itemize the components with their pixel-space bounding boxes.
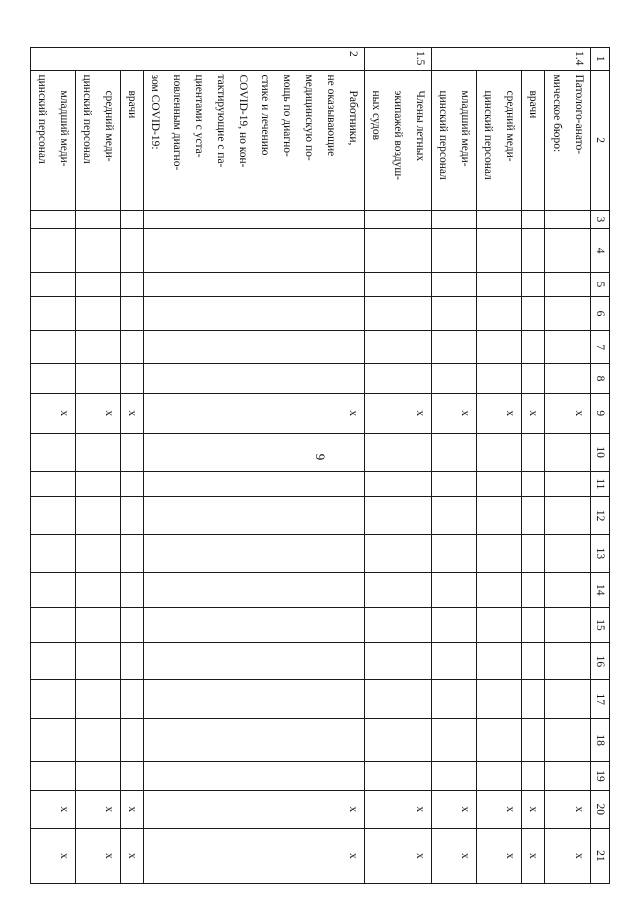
mark-cell: x bbox=[121, 393, 144, 433]
table-row-1-4-junior-staff bbox=[432, 48, 477, 884]
mark-cell: x bbox=[477, 790, 522, 828]
row-description: врачи bbox=[522, 70, 545, 210]
header-cell: 15 bbox=[591, 607, 610, 643]
header-cell: 8 bbox=[591, 364, 610, 394]
row-description: Работники, не оказывающие медицинскую по- мощь по диагно- стике и лечению COVID-19, но кон- тактирующие с па- циентами с уста- новленным диагно- зом COVID-19: bbox=[144, 70, 365, 210]
table-row-2 bbox=[144, 48, 365, 884]
requirements-table bbox=[30, 47, 610, 884]
table-row-1-5 bbox=[365, 48, 432, 884]
table-row-1-4-mid-staff bbox=[477, 48, 522, 884]
mark-cell: x bbox=[144, 790, 365, 828]
row-description: средний меди- цинский персонал bbox=[477, 70, 522, 210]
header-cell: 13 bbox=[591, 535, 610, 573]
mark-cell: x bbox=[31, 828, 76, 883]
mark-cell: x bbox=[545, 828, 591, 883]
header-cell: 3 bbox=[591, 210, 610, 228]
mark-cell: x bbox=[545, 790, 591, 828]
row-description: Члены летных экипажей воздуш- ных судов bbox=[365, 70, 432, 210]
mark-cell: x bbox=[121, 828, 144, 883]
header-cell: 20 bbox=[591, 790, 610, 828]
header-row bbox=[591, 48, 610, 884]
mark-cell: x bbox=[545, 393, 591, 433]
mark-cell: x bbox=[76, 828, 121, 883]
header-cell: 19 bbox=[591, 762, 610, 791]
row-number: 1.4 bbox=[432, 48, 591, 71]
mark-cell: x bbox=[76, 790, 121, 828]
row-description: младший меди- цинский персонал bbox=[432, 70, 477, 210]
header-cell: 17 bbox=[591, 680, 610, 719]
requirements-table-rotated bbox=[36, 47, 610, 884]
header-cell: 7 bbox=[591, 331, 610, 364]
mark-cell: x bbox=[31, 393, 76, 433]
header-cell: 2 bbox=[591, 70, 610, 210]
header-cell: 12 bbox=[591, 497, 610, 535]
header-cell: 4 bbox=[591, 229, 610, 273]
mark-cell: x bbox=[522, 828, 545, 883]
header-cell: 14 bbox=[591, 572, 610, 607]
header-cell: 18 bbox=[591, 719, 610, 762]
mark-cell: x bbox=[121, 790, 144, 828]
mark-cell: x bbox=[365, 393, 432, 433]
mark-cell: x bbox=[144, 828, 365, 883]
mark-cell: x bbox=[144, 393, 365, 433]
mark-cell: x bbox=[477, 393, 522, 433]
mark-cell: x bbox=[522, 393, 545, 433]
header-cell: 1 bbox=[591, 48, 610, 71]
mark-cell: x bbox=[432, 828, 477, 883]
mark-cell: x bbox=[365, 828, 432, 883]
header-cell: 21 bbox=[591, 828, 610, 883]
mark-cell: x bbox=[31, 790, 76, 828]
mark-cell: x bbox=[432, 790, 477, 828]
mark-cell: x bbox=[76, 393, 121, 433]
table-row-2-mid-staff bbox=[76, 48, 121, 884]
mark-cell: x bbox=[365, 790, 432, 828]
table-row-1-4-doctors bbox=[522, 48, 545, 884]
header-cell: 16 bbox=[591, 643, 610, 680]
row-number: 2 bbox=[31, 48, 365, 71]
table-row-2-junior-staff bbox=[31, 48, 76, 884]
page-number: 9 bbox=[313, 453, 328, 461]
row-description: врачи bbox=[121, 70, 144, 210]
table-row-1-4 bbox=[545, 48, 591, 884]
row-description: Патолого-анато- мическое бюро: bbox=[545, 70, 591, 210]
mark-cell: x bbox=[477, 828, 522, 883]
header-cell: 6 bbox=[591, 296, 610, 331]
mark-cell: x bbox=[432, 393, 477, 433]
row-description: младший меди- цинский персонал bbox=[31, 70, 76, 210]
header-cell: 10 bbox=[591, 433, 610, 471]
mark-cell: x bbox=[522, 790, 545, 828]
row-description: средний меди- цинский персонал bbox=[76, 70, 121, 210]
header-cell: 9 bbox=[591, 393, 610, 433]
table-row-2-doctors bbox=[121, 48, 144, 884]
header-cell: 11 bbox=[591, 471, 610, 497]
row-number: 1.5 bbox=[365, 48, 432, 71]
header-cell: 5 bbox=[591, 273, 610, 297]
